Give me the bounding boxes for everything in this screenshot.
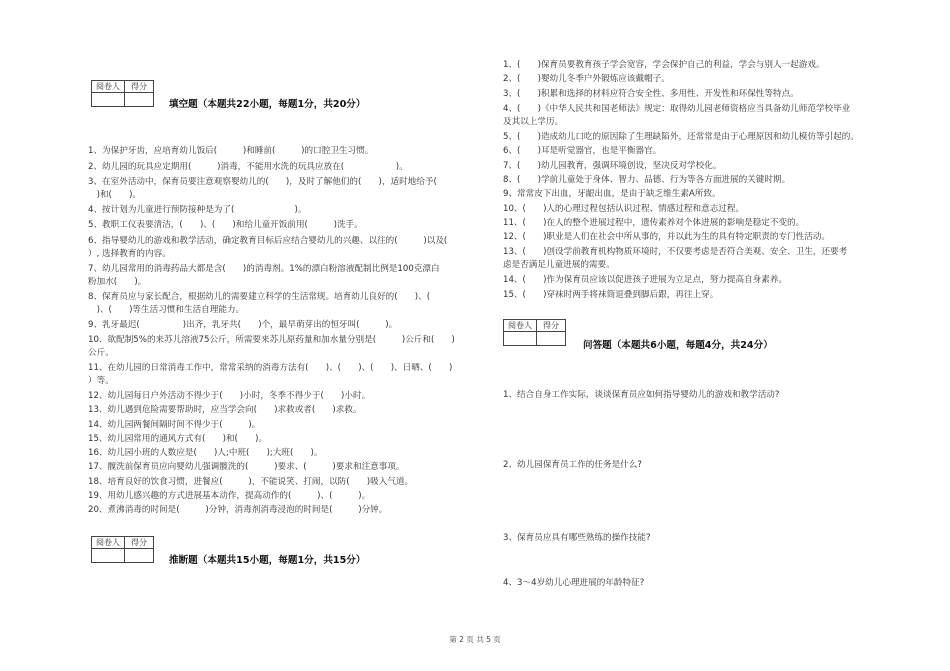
score-box-score-label: 得分 <box>537 320 566 332</box>
question-line: 11、( )在人的整个进展过程中，遗传素养对个体进展的影响是稳定不变的。 <box>503 218 805 228</box>
question-line: 4、( )《中华人民共和国老师法》规定：取得幼儿园老师资格应当具备幼儿师范学校毕业 <box>503 104 851 114</box>
question-line: 12、幼儿园每日户外活动不得少于( )小时，冬季不得少于( )小时。 <box>88 391 371 401</box>
question-line: 5、( )造成幼儿口吃的原因除了生理缺陷外，还常常是由于心理原因和幼儿模仿等引起的。 <box>503 132 859 142</box>
score-box-cell[interactable] <box>92 549 125 563</box>
score-box-cell[interactable] <box>537 332 566 346</box>
question-line: 1、为保护牙齿，应培育幼儿饭后( )和睡前( )的口腔卫生习惯。 <box>88 146 374 156</box>
question-line: 2、幼儿园保育员工作的任务是什么? <box>503 460 642 470</box>
question-line: 5、教职工仪表要清洁，( )、( )和给儿童开饭前用( )洗手。 <box>88 220 363 230</box>
question-line: 1、结合自身工作实际，谈谈保育员应如何指导婴幼儿的游戏和教学活动? <box>503 390 780 400</box>
question-line: 公斤。 <box>88 348 114 358</box>
question-line: 8、( )学前儿童处于身体、智力、品德、行为等各方面进展的关键时期。 <box>503 175 791 185</box>
score-box-grader-label: 阅卷人 <box>92 81 125 93</box>
question-line: 18、培育良好的饮食习惯，进餐应( )，不能说笑、打闹，以防( )吸入气道。 <box>88 477 414 487</box>
question-line: 虑是否满足儿童进展的需要。 <box>503 260 615 270</box>
page-footer: 第 2 页 共 5 页 <box>449 635 501 644</box>
score-box-cell[interactable] <box>92 93 125 107</box>
question-line: 2、( )婴幼儿冬季户外锻炼应该戴帽子。 <box>503 74 670 84</box>
question-line: 14、( )作为保育员应该以促进孩子进展为立足点，努力提高自身素养。 <box>503 275 788 285</box>
question-line: ）等。 <box>88 376 114 386</box>
question-line: 12、( )职业是人们在社会中所从事的，并以此为生的具有特定职责的专门性活动。 <box>503 232 831 242</box>
question-line: 16、幼儿园小班的人数应是( )人;中班( );大班( )。 <box>88 448 323 458</box>
score-box-grader-label: 阅卷人 <box>504 320 537 332</box>
score-box-cell[interactable] <box>125 93 154 107</box>
question-line: 10、( )人的心理过程包括认识过程、情感过程和意志过程。 <box>503 204 745 214</box>
score-box-grader-label: 阅卷人 <box>92 537 125 549</box>
score-box-judge <box>91 536 154 563</box>
question-line: 9、常常皮下出血，牙龈出血，是由于缺乏维生素A所致。 <box>503 189 721 199</box>
score-box-fill <box>91 80 154 107</box>
score-box-score-label: 得分 <box>125 537 154 549</box>
question-line: )和( )。 <box>88 190 142 200</box>
qa-section-title: 问答题（本题共6小题，每题4分，共24分） <box>583 340 773 351</box>
question-line: 3、( )积累和选择的材料应符合安全性、多用性、开发性和环保性等特点。 <box>503 89 799 99</box>
score-box-cell[interactable] <box>125 549 154 563</box>
question-line: )、( )等生活习惯和生活自理能力。 <box>88 305 245 315</box>
question-line: 15、( )穿袜时两手将袜筒退叠到脚后跟，再往上穿。 <box>503 290 719 300</box>
question-line: 19、用幼儿感兴趣的方式进展基本动作，提高动作的( )、( )。 <box>88 491 371 501</box>
question-line: 及其以上学历。 <box>503 117 564 127</box>
question-line: 6、( )耳是听觉器官，也是平衡器官。 <box>503 146 662 156</box>
question-line: 3、在室外活动中，保育员要注意观察婴幼儿的( )，及时了解他们的( )，适时地给予( <box>88 177 437 187</box>
question-line: 9、乳牙最迟( )出齐，乳牙共( )个，最早萌芽出的恒牙叫( )。 <box>88 320 398 330</box>
question-line: 17、髋洗前保育员应向婴幼儿强调髋洗的( )要求、( )要求和注意事项。 <box>88 462 405 472</box>
question-line: 7、( )幼儿园教育，强调环境创设，坚决反对学校化。 <box>503 161 722 171</box>
fill-section-title: 填空题（本题共22小题，每题1分，共20分） <box>169 99 366 110</box>
question-line: ）, 选择教育的内容。 <box>88 249 171 259</box>
question-line: 3、保育员应具有哪些熟练的操作技能? <box>503 533 651 543</box>
question-line: 4、按计划为儿童进行预防接种是为了( )。 <box>88 205 307 215</box>
question-line: 13、幼儿遇到危险需要帮助时，应当学会向( )求救或者( )求救。 <box>88 405 362 415</box>
question-line: 6、指导婴幼儿的游戏和教学活动，确定教育目标后应结合婴幼儿的兴趣、以往的( )以及( <box>88 236 448 246</box>
question-line: 7、幼儿园常用的消毒药品大都是含( )的消毒剂。1%的漂白粉溶液配制比例是100克漂白 <box>88 264 440 274</box>
question-line: 1、( )保育员要教育孩子学会宽容，学会保护自己的利益，学会与别人一起游戏。 <box>503 60 825 70</box>
score-box-cell[interactable] <box>504 332 537 346</box>
question-line: 14、幼儿园两餐间隔时间不得少于( )。 <box>88 420 261 430</box>
question-line: 粉加水( )。 <box>88 277 147 287</box>
question-line: 15、幼儿园常用的通风方式有( )和( )。 <box>88 434 268 444</box>
score-box-score-label: 得分 <box>125 81 154 93</box>
question-line: 2、幼儿园的玩具应定期用( )消毒，不能用水洗的玩具应放在( )。 <box>88 162 408 172</box>
question-line: 10、欲配制5%的来苏儿溶液75公斤，所需要来苏儿原药量和加水量分别是( )公斤和( ) <box>88 335 455 345</box>
score-box-qa <box>503 319 566 346</box>
question-line: 20、煮沸消毒的时间是( )分钟，消毒剂消毒浸泡的时间是( )分钟。 <box>88 505 388 515</box>
question-line: 4、3～4岁幼儿心理进展的年龄特征? <box>503 578 645 588</box>
question-line: 11、在幼儿园的日常消毒工作中，常常采纳的消毒方法有( )、( )、( )、日晒、( ) <box>88 363 453 373</box>
question-line: 8、保育员应与家长配合，根据幼儿的需要建立科学的生活常规。培育幼儿良好的( )、( <box>88 292 431 302</box>
question-line: 13、( )创设学前教育机构物质环境时，不仅要考虑是否符合美观、安全、卫生，还要考 <box>503 247 848 257</box>
judge-section-title: 推断题（本题共15小题，每题1分，共15分） <box>169 555 366 566</box>
